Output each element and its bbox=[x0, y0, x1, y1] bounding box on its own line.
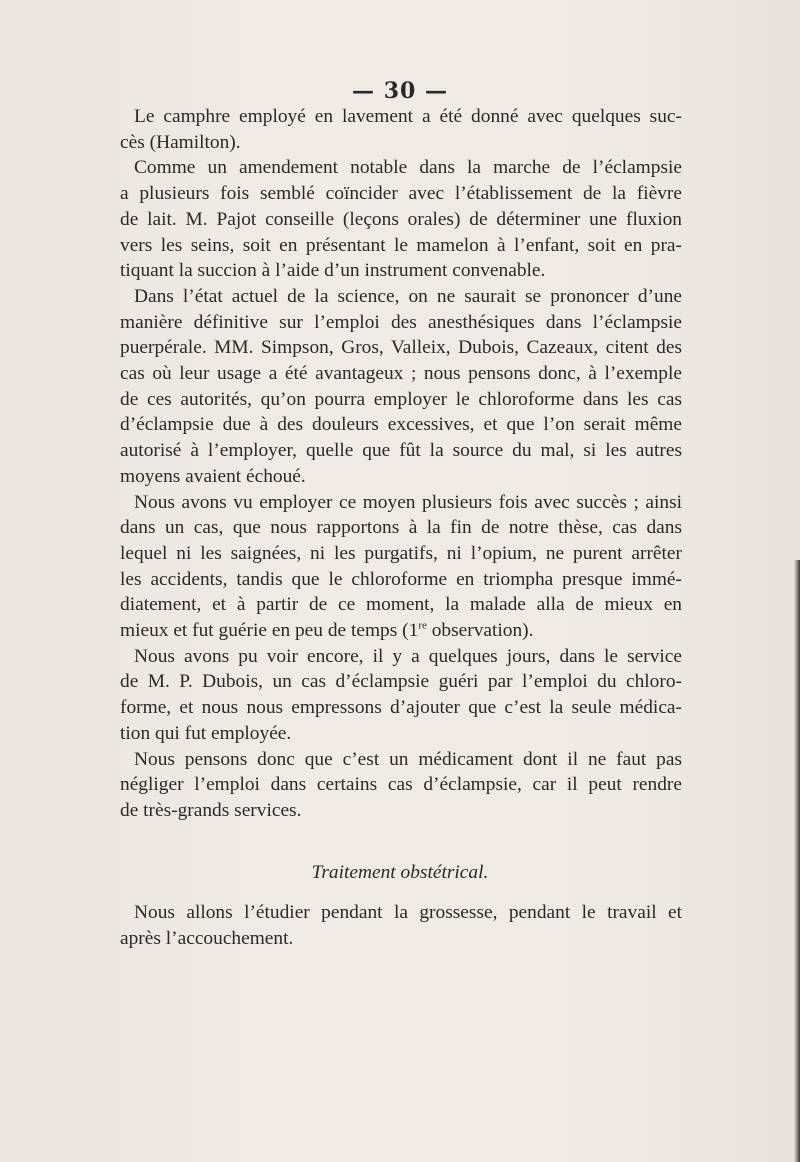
text-line: diatement, et à partir de ce moment, la malade alla de mieux en bbox=[120, 594, 682, 616]
text-line: Comme un amendement notable dans la marche de l’éclampsie bbox=[134, 157, 682, 179]
text-line: cès (Hamilton). bbox=[120, 131, 241, 153]
section-body-text bbox=[120, 900, 682, 951]
text-line: dans un cas, que nous rapportons à la fin de notre thèse, cas dans bbox=[120, 517, 682, 539]
text-line: de très-grands services. bbox=[120, 799, 302, 821]
text-line: mieux et fut guérie en peu de temps (1re observation). bbox=[120, 619, 534, 642]
text-line: puerpérale. MM. Simpson, Gros, Valleix, Dubois, Cazeaux, citent des bbox=[120, 337, 682, 359]
text-line: Dans l’état actuel de la science, on ne saurait se prononcer d’une bbox=[134, 285, 682, 307]
text-line: Le camphre employé en lavement a été donné avec quelques suc- bbox=[134, 106, 682, 127]
text-line: forme, et nous nous empressons d’ajouter que c’est la seule médica- bbox=[120, 697, 682, 719]
text-line: tiquant la succion à l’aide d’un instrument convenable. bbox=[120, 260, 546, 282]
text-line: de M. P. Dubois, un cas d’éclampsie guéri par l’emploi du chloro- bbox=[120, 671, 682, 693]
body-text bbox=[120, 104, 682, 824]
text-line: Nous avons pu voir encore, il y a quelques jours, dans le service bbox=[134, 645, 682, 667]
text-line: de lait. M. Pajot conseille (leçons orales) de déterminer une fluxion bbox=[120, 208, 682, 230]
text-line: les accidents, tandis que le chloroforme en triompha presque immé- bbox=[120, 568, 682, 590]
text-line: tion qui fut employée. bbox=[120, 722, 292, 744]
page-number: — 30 — bbox=[352, 78, 448, 104]
text-line: vers les seins, soit en présentant le mamelon à l’enfant, soit en pra- bbox=[120, 234, 682, 256]
text-line: Nous allons l’étudier pendant la grossesse, pendant le travail et bbox=[134, 902, 682, 923]
text-line: négliger l’emploi dans certains cas d’éclampsie, car il peut rendre bbox=[120, 774, 682, 796]
text-line: autorisé à l’employer, quelle que fût la source du mal, si les autres bbox=[120, 440, 682, 462]
text-line: a plusieurs fois semblé coïncider avec l’établissement de la fièvre bbox=[120, 183, 682, 205]
text-line: après l’accouchement. bbox=[120, 927, 294, 949]
text-line: de ces autorités, qu’on pourra employer le chloroforme dans les cas bbox=[120, 388, 682, 410]
text-line: d’éclampsie due à des douleurs excessives, et que l’on serait même bbox=[120, 414, 682, 436]
section-heading: Traitement obstétrical. bbox=[311, 862, 489, 883]
text-line: Nous pensons donc que c’est un médicament dont il ne faut pas bbox=[134, 748, 682, 770]
text-line: moyens avaient échoué. bbox=[120, 465, 306, 487]
text-line: manière définitive sur l’emploi des anesthésiques dans l’éclampsie bbox=[120, 311, 682, 333]
text-line: cas où leur usage a été avantageux ; nous pensons donc, à l’exemple bbox=[120, 363, 682, 385]
text-line: Nous avons vu employer ce moyen plusieurs fois avec succès ; ainsi bbox=[134, 491, 682, 513]
text-line: lequel ni les saignées, ni les purgatifs, ni l’opium, ne purent arrêter bbox=[120, 542, 682, 564]
page-edge-shadow bbox=[794, 560, 800, 1162]
